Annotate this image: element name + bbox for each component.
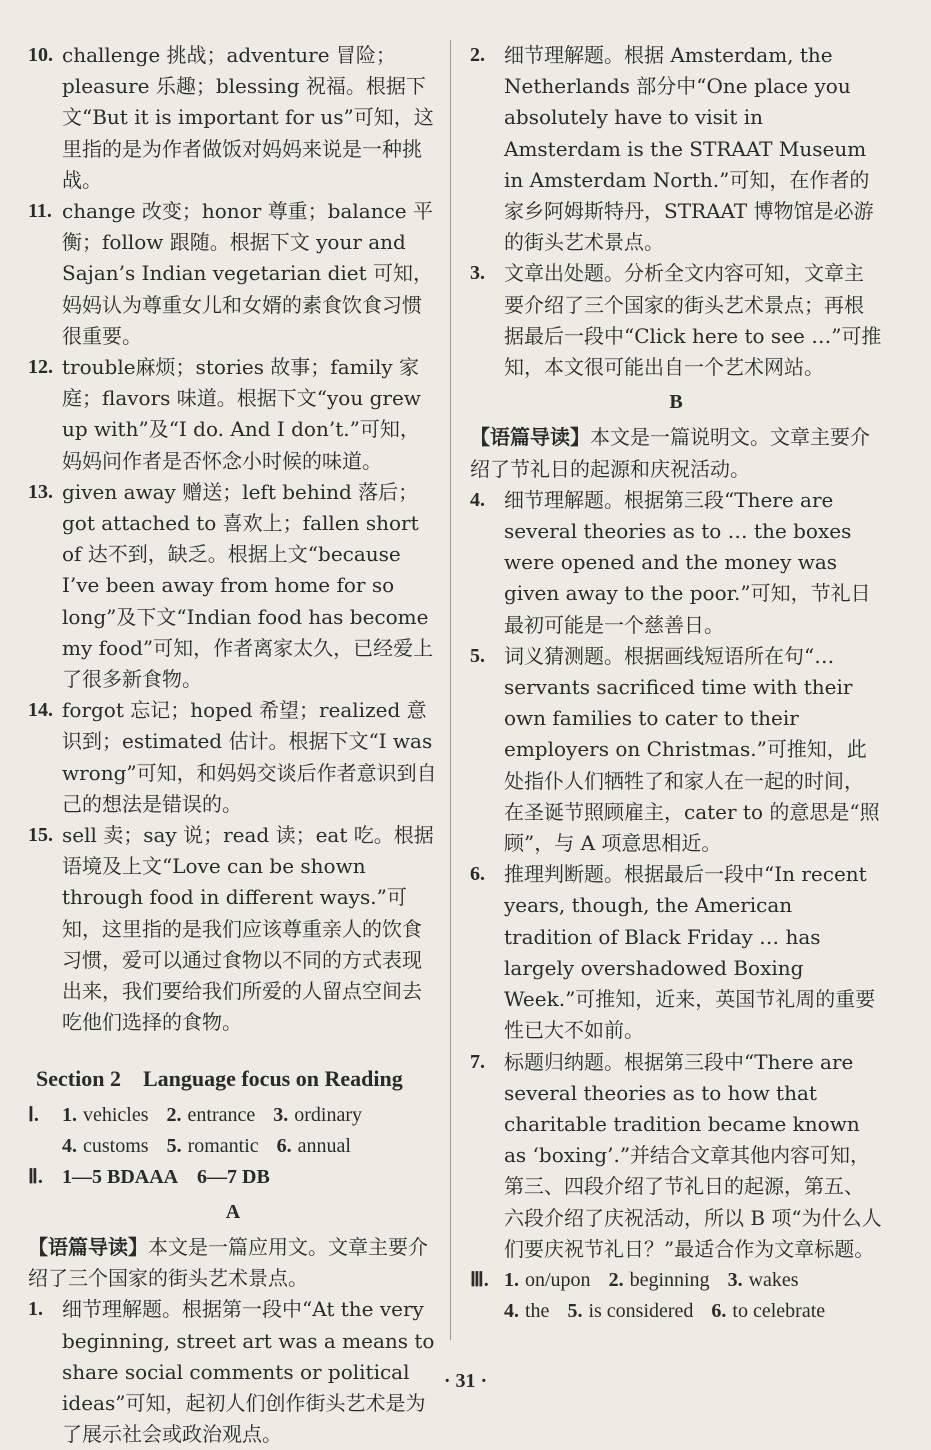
answer-word: to celebrate: [732, 1299, 826, 1322]
item-text: 细节理解题。根据 Amsterdam, the Netherlands 部分中“One place you absolutely have to visit in Amsterdam is the STRAAT Museum in Amsterdam North.”可知，在作者的家乡阿姆斯特丹，STRAAT 博物馆是必游的街头艺术景点。: [504, 43, 874, 255]
page-number: · 31 ·: [443, 1370, 488, 1392]
item-text: forgot 忘记；hoped 希望；realized 意识到；estimated 估计。根据下文“I was wrong”可知，和妈妈交谈后作者意识到自己的想法是错误的。: [62, 698, 437, 816]
right-column: [470, 40, 882, 1327]
answer-key: 5.: [166, 1134, 182, 1157]
answer-key: 2.: [608, 1268, 624, 1291]
item-text: 细节理解题。根据第一段中“At the very beginning, street art was a means to share social comments or political ideas”可知，起初人们创作街头艺术是为了展示社会或政治观点。: [62, 1297, 435, 1447]
item-number: 1.: [28, 1298, 43, 1321]
answer-key: 5.: [567, 1299, 583, 1322]
answer-item-13: [28, 477, 438, 695]
answer-item-14: [28, 695, 438, 820]
item-number: 3.: [470, 262, 485, 285]
item-number: 10.: [28, 44, 53, 66]
item-number: 11.: [28, 200, 52, 223]
answer-item-12: [28, 352, 438, 477]
answer-key: 4.: [62, 1134, 77, 1157]
item-text: 标题归纳题。根据第三段中“There are several theories as to how that charitable tradition became known as ‘boxing’.”并结合文章其他内容可知，第三、四段介绍了节礼日的起源，第五、六段介绍了庆祝活动，所以 B 项“为什么人们要庆祝节礼日？”最适合作为文章标题。: [504, 1049, 882, 1261]
answer-word: romantic: [187, 1134, 259, 1157]
item-number: 5.: [470, 644, 485, 667]
answer-word: is considered: [588, 1299, 694, 1322]
answer-word: the: [525, 1299, 550, 1322]
answer-key: 1.: [62, 1103, 77, 1126]
roman-numeral: Ⅰ.: [28, 1103, 39, 1126]
item-text: 词义猜测题。根据画线短语所在句“… servants sacrificed time with their own families to cater to their employers on Christmas.”可推知，此处指仆人们牺牲了和家人在一起的时间，在圣诞节照顾雇主，cater to 的意思是“照顾”，与 A 项意思相近。: [504, 643, 880, 856]
item-number: 14.: [28, 699, 53, 722]
passage-b-heading: B: [669, 391, 683, 414]
answer-item-b6: [470, 859, 882, 1046]
answer-key: 1.: [504, 1268, 519, 1291]
section-title: Section 2 Language focus on Reading: [36, 1065, 403, 1091]
answer-word: ordinary: [294, 1103, 363, 1126]
answer-key: 2.: [166, 1103, 182, 1126]
part3-row1: [470, 1265, 882, 1296]
part2-row: [28, 1162, 438, 1193]
answer-word: on/upon: [525, 1268, 591, 1291]
answer-word: entrance: [187, 1103, 256, 1126]
answer-word: beginning: [629, 1268, 710, 1291]
left-column: [28, 40, 438, 1450]
item-number: 7.: [470, 1050, 485, 1073]
item-text: given away 赠送；left behind 落后；got attached to 喜欢上；fallen short of 达不到，缺乏。根据上文“because I’ve been away from home for so long”及下文“Indian food has become my food”可知，作者离家太久，已经爱上了很多新食物。: [62, 479, 434, 692]
item-number: 12.: [28, 356, 53, 379]
answer-item-a2: [470, 40, 882, 258]
answer-item-b7: [470, 1047, 882, 1265]
answer-word: wakes: [748, 1268, 799, 1291]
item-text: 文章出处题。分析全文内容可知，文章主要介绍了三个国家的街头艺术景点；再根据最后一段中“Click here to see …”可推知，本文很可能出自一个艺术网站。: [504, 261, 882, 380]
item-text: 细节理解题。根据第三段“There are several theories as to … the boxes were opened and the money was given away to the poor.”可知，节礼日最初可能是一个慈善日。: [504, 487, 871, 637]
guide-text: 本文是一篇说明文。文章主要介绍了节礼日的起源和庆祝活动。: [470, 425, 870, 481]
roman-numeral: Ⅱ.: [28, 1165, 43, 1188]
item-text: sell 卖；say 说；read 读；eat 吃。根据语境及上文“Love can be shown through food in different ways.”可知，这里指的是我们应该尊重亲人的饮食习惯，爱可以通过食物以不同的方式表现出来，我们要给我们所爱的人留点空间去吃他们选择的食物。: [62, 823, 434, 1035]
item-text: trouble麻烦；stories 故事；family 家庭；flavors 味道。根据下文“you grew up with”及“I do. And I don’t.”可知，妈妈问作者是否怀念小时候的味道。: [62, 355, 421, 473]
item-number: 13.: [28, 480, 53, 503]
answer-key: 6.: [711, 1299, 727, 1322]
part1-row1: [28, 1100, 438, 1131]
part3-row2: [470, 1296, 882, 1327]
answer-word: customs: [83, 1134, 149, 1157]
answer-word: annual: [297, 1134, 351, 1157]
item-number: 2.: [470, 44, 485, 66]
answer-choices: 1—5 BDAAA 6—7 DB: [62, 1165, 270, 1188]
item-text: change 改变；honor 尊重；balance 平衡；follow 跟随。根据下文 your and Sajan’s Indian vegetarian diet 可知，妈妈认为尊重女儿和女婿的素食饮食习惯很重要。: [62, 199, 434, 348]
roman-numeral: Ⅲ.: [470, 1268, 489, 1291]
answer-item-b5: [470, 641, 882, 859]
item-number: 15.: [28, 824, 53, 847]
answer-word: vehicles: [83, 1103, 149, 1126]
answer-item-b4: [470, 485, 882, 641]
item-text: challenge 挑战；adventure 冒险；pleasure 乐趣；blessing 祝福。根据下文“But it is important for us”可知，这里指的是为作者做饭对妈妈来说是一种挑战。: [62, 43, 434, 192]
passage-a-heading: A: [225, 1200, 241, 1223]
answer-item-11: [28, 196, 438, 352]
part1-row2: [28, 1131, 438, 1162]
guide-tag: 【语篇导读】: [28, 1234, 148, 1259]
answer-key: 3.: [273, 1103, 289, 1126]
answer-item-15: [28, 820, 438, 1038]
answer-item-10: [28, 40, 438, 196]
answer-item-a3: [470, 258, 882, 383]
passage-b-guide: [470, 422, 882, 484]
answer-key: 6.: [276, 1134, 292, 1157]
answer-key: 4.: [504, 1299, 519, 1322]
item-number: 6.: [470, 863, 485, 886]
column-divider: [450, 40, 451, 1340]
guide-text: 本文是一篇应用文。文章主要介绍了三个国家的街头艺术景点。: [28, 1234, 428, 1291]
item-text: 推理判断题。根据最后一段中“In recent years, though, the American tradition of Black Friday … has largely overshadowed Boxing Week.”可推知，近来，英国节礼周的重要性已大不如前。: [504, 862, 876, 1043]
answer-key: 3.: [727, 1268, 743, 1291]
guide-tag: 【语篇导读】: [470, 425, 590, 450]
passage-a-guide: [28, 1232, 438, 1294]
item-number: 4.: [470, 488, 485, 511]
